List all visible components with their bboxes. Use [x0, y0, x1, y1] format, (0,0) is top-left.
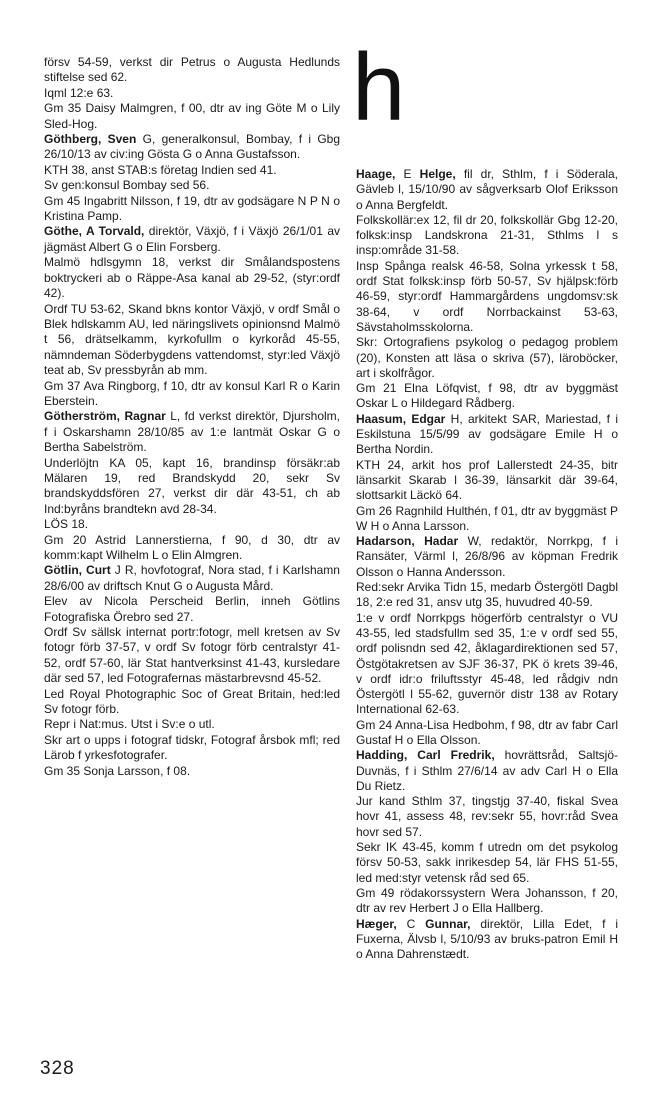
entry-name-part: Helge,	[419, 167, 456, 181]
entry-paragraph: Gm 24 Anna-Lisa Hedbohm, f 98, dtr av fabr Carl Gustaf H o Ella Olsson.	[356, 717, 618, 747]
entry-continuation	[44, 55, 340, 132]
entry-text: W, redaktör, Norrkpg, f i Ransäter, Värml l, 26/8/96 av köpman Fredrik Olsson o Hanna Andersson.	[356, 534, 619, 579]
entry-paragraph: Elev av Nicola Perscheid Berlin, inneh Götlins Fotografiska Örebro sed 27.	[44, 594, 340, 624]
entry-paragraph: Sekr IK 43-45, komm f utredn om det psykolog försv 50-53, sakk inrikesdep 54, lär FHS 51-55, led med:styr vetensk råd sed 65.	[356, 840, 618, 885]
entry-paragraph: Folkskollär:ex 12, fil dr 20, folkskollär Gbg 12-20, folksk:insp Landskrona 21-31, Sthlms l s insp:område 31-58.	[356, 212, 618, 258]
entry-haasum	[356, 412, 618, 534]
entry-name: Hadarson, Hadar	[356, 534, 459, 549]
entry-paragraph	[44, 409, 340, 455]
entry-paragraph: Sv gen:konsul Bombay sed 56.	[44, 178, 210, 193]
entry-paragraph: Gm 35 Sonja Larsson, f 08.	[44, 763, 191, 778]
entry-gotlin	[44, 563, 340, 779]
entry-gothe	[44, 224, 340, 409]
entry-paragraph: Ordf TU 53-62, Skand bkns kontor Växjö, v ordf Smål o Blek hdlskamm AU, led näringslivets opinionsnd Malmö t 56, drätselkamm, kyrkofullm o kyrkoråd 45-55, nämndeman Söderbygdens vattendomst, styr:led Växjö teat ab, Sv pressbyrån ab mm.	[44, 301, 340, 378]
entry-text: H, arkitekt SAR, Mariestad, f i Eskilstuna 15/5/99 av godsägare Emile H o Bertha Nordin.	[356, 411, 618, 457]
entry-name: Göthberg, Sven	[44, 132, 137, 147]
entry-paragraph: Gm 21 Elna Löfqvist, f 98, dtr av byggmäst Oskar L o Hildegard Rådberg.	[356, 381, 618, 411]
entry-paragraph: Red:sekr Arvika Tidn 15, medarb Östergötl Dagbl 18, 2:e red 31, ansv utg 35, huvudred 40-59.	[356, 580, 618, 610]
page-number: 328	[40, 1058, 75, 1079]
entry-paragraph: Gm 26 Ragnhild Hulthén, f 01, dtr av byggmäst P W H o Anna Larsson.	[356, 503, 618, 533]
entry-paragraph: försv 54-59, verkst dir Petrus o Augusta Hedlunds stiftelse sed 62.	[44, 55, 340, 85]
entry-hadding	[356, 748, 618, 916]
entry-name: Haasum, Edgar	[356, 411, 446, 426]
entry-initial: C	[396, 916, 426, 931]
entry-haage	[356, 167, 618, 412]
entry-paragraph: Insp Spånga realsk 46-58, Solna yrkessk t 58, ordf Stat folksk:insp förb 50-57, Sv hjälpsk:förb 46-59, styr:ordf Hammargårdens ungdomsv:sk 38-64, v ordf Norrbackainst 53-63, Sävstaholmsskolorna.	[356, 258, 618, 334]
entry-text: direktör, Lilla Edet, f i Fuxerna, Älvsb l, 5/10/93 av bruks-patron Emil H o Anna Dahrenstædt.	[356, 916, 618, 962]
entry-text: G, generalkonsul, Bombay, f i Gbg 26/10/13 av civ:ing Gösta G o Anna Gustafsson.	[44, 132, 340, 162]
entry-paragraph: Gm 45 Ingabritt Nilsson, f 19, dtr av godsägare N P N o Kristina Pamp.	[44, 193, 340, 224]
entry-paragraph: Gm 37 Ava Ringborg, f 10, dtr av konsul Karl R o Karin Eberstein.	[44, 378, 340, 408]
entry-paragraph: 1:e v ordf Norrkpgs högerförb centralstyr o VU 43-55, led stadsfullm sed 35, 1:e v ordf sed 55, ordf polisndn sed 42, åklagardirektionen sed 57, Östgötakretsen av SJF 36-37, PK ö krets 39-46, v ordf idr:o friluftsstyr 45-48, led rådgiv ndn Östergötl l 55-62, guvernör distr 138 av Rotary International 62-63.	[356, 610, 618, 717]
entry-text: J R, hovfotograf, Nora stad, f i Karlshamn 28/6/00 av driftsch Knut G o Augusta Mård.	[44, 563, 340, 593]
entry-name: Haage,	[356, 167, 396, 181]
entry-paragraph: Malmö hdlsgymn 18, verkst dir Smålandspostens boktryckeri ab o Räppe-Asa kanal ab 29-52, (styr:ordf 42).	[44, 255, 340, 301]
entry-paragraph	[44, 132, 340, 163]
entry-text: hovrättsråd, Saltsjö-Duvnäs, f i Sthlm 27/6/14 av adv Carl H o Ella Du Rietz.	[356, 748, 618, 793]
entry-paragraph	[356, 412, 618, 458]
entry-paragraph	[44, 563, 340, 594]
entry-hadarson	[356, 534, 618, 748]
entry-name: Hadding, Carl Fredrik,	[356, 748, 495, 763]
entry-text: fil dr, Sthlm, f i Söderala, Gävleb l, 15/10/90 av sågverksarb Olof Eriksson o Anna Bergfeldt.	[356, 167, 618, 212]
left-column	[44, 55, 340, 779]
entry-paragraph: Underlöjtn KA 05, kapt 16, brandinsp försäkr:ab Mälaren 19, red Brandskydd 20, sekr Sv brandskyddsfören 27, verkst dir där 43-51, ch ab Ind:byråns brandtekn avd 28-34.	[44, 455, 340, 516]
entry-paragraph	[356, 167, 618, 213]
entry-paragraph	[356, 748, 618, 794]
entry-paragraph: Led Royal Photographic Soc of Great Britain, hed:led Sv fotogr förb.	[44, 686, 340, 717]
entry-paragraph	[356, 534, 618, 580]
entry-paragraph: Skr: Ortografiens psykolog o pedagog problem (20), Konsten att läsa o skriva (57), läroböcker, art i skolfrågor.	[356, 335, 618, 380]
entry-text: direktör, Växjö, f i Växjö 26/1/01 av jägmäst Albert G o Elin Forsberg.	[44, 224, 340, 254]
entry-paragraph: KTH 38, anst STAB:s företag Indien sed 41.	[44, 162, 277, 177]
entry-paragraph: Jur kand Sthlm 37, tingstjg 37-40, fiskal Svea hovr 41, assess 48, rev:sekr 55, hovr:råd Svea hovr sed 57.	[356, 794, 618, 839]
entry-paragraph: Gm 49 rödakorssystern Wera Johansson, f 20, dtr av rev Herbert J o Ella Hallberg.	[356, 885, 618, 916]
entry-paragraph: Skr art o upps i fotograf tidskr, Fotograf årsbok mfl; red Lärob f yrkesfotografer.	[44, 732, 340, 763]
entry-paragraph: LÖS 18.	[44, 517, 89, 532]
entry-initial: E	[395, 167, 420, 181]
entry-gotherstrom	[44, 409, 340, 563]
entry-paragraph: Ordf Sv sällsk internat portr:fotogr, mell kretsen av Sv fotogr förb 37-57, v ordf Sv fotogr förb centralstyr 41-52, ordf 57-60, lär Stat hantverksinst 41-43, kursledare där sed 57, led Fotografernas mästarbrevsnd 45-52.	[44, 625, 340, 686]
entry-name: Hæger,	[356, 916, 397, 931]
entry-name-part: Gunnar,	[425, 916, 471, 931]
entry-haeger	[356, 917, 618, 963]
entry-paragraph	[356, 917, 618, 963]
right-column	[356, 167, 618, 962]
entry-gothberg	[44, 132, 340, 224]
entry-name: Göthe, A Torvald,	[44, 224, 145, 239]
entry-paragraph: Iqml 12:e 63.	[44, 85, 114, 100]
section-letter: h	[352, 34, 406, 141]
entry-paragraph: Gm 35 Daisy Malmgren, f 00, dtr av ing Göte M o Lily Sled-Hog.	[44, 101, 340, 131]
entry-paragraph: KTH 24, arkit hos prof Lallerstedt 24-35, bitr länsarkit Skarab l 36-39, länsarkit där 39-64, slottsarkit Läckö 64.	[356, 457, 618, 503]
entry-text: L, fd verkst direktör, Djursholm, f i Oskarshamn 28/10/85 av 1:e lantmät Oskar G o Bertha Sabelström.	[44, 409, 340, 455]
entry-name: Götherström, Ragnar	[44, 409, 166, 424]
entry-paragraph: Gm 20 Astrid Lannerstierna, f 90, d 30, dtr av komm:kapt Wilhelm L o Elin Almgren.	[44, 532, 340, 562]
entry-paragraph	[44, 224, 340, 255]
entry-name: Götlin, Curt	[44, 563, 111, 578]
entry-paragraph: Repr i Nat:mus. Utst i Sv:e o utl.	[44, 717, 215, 732]
